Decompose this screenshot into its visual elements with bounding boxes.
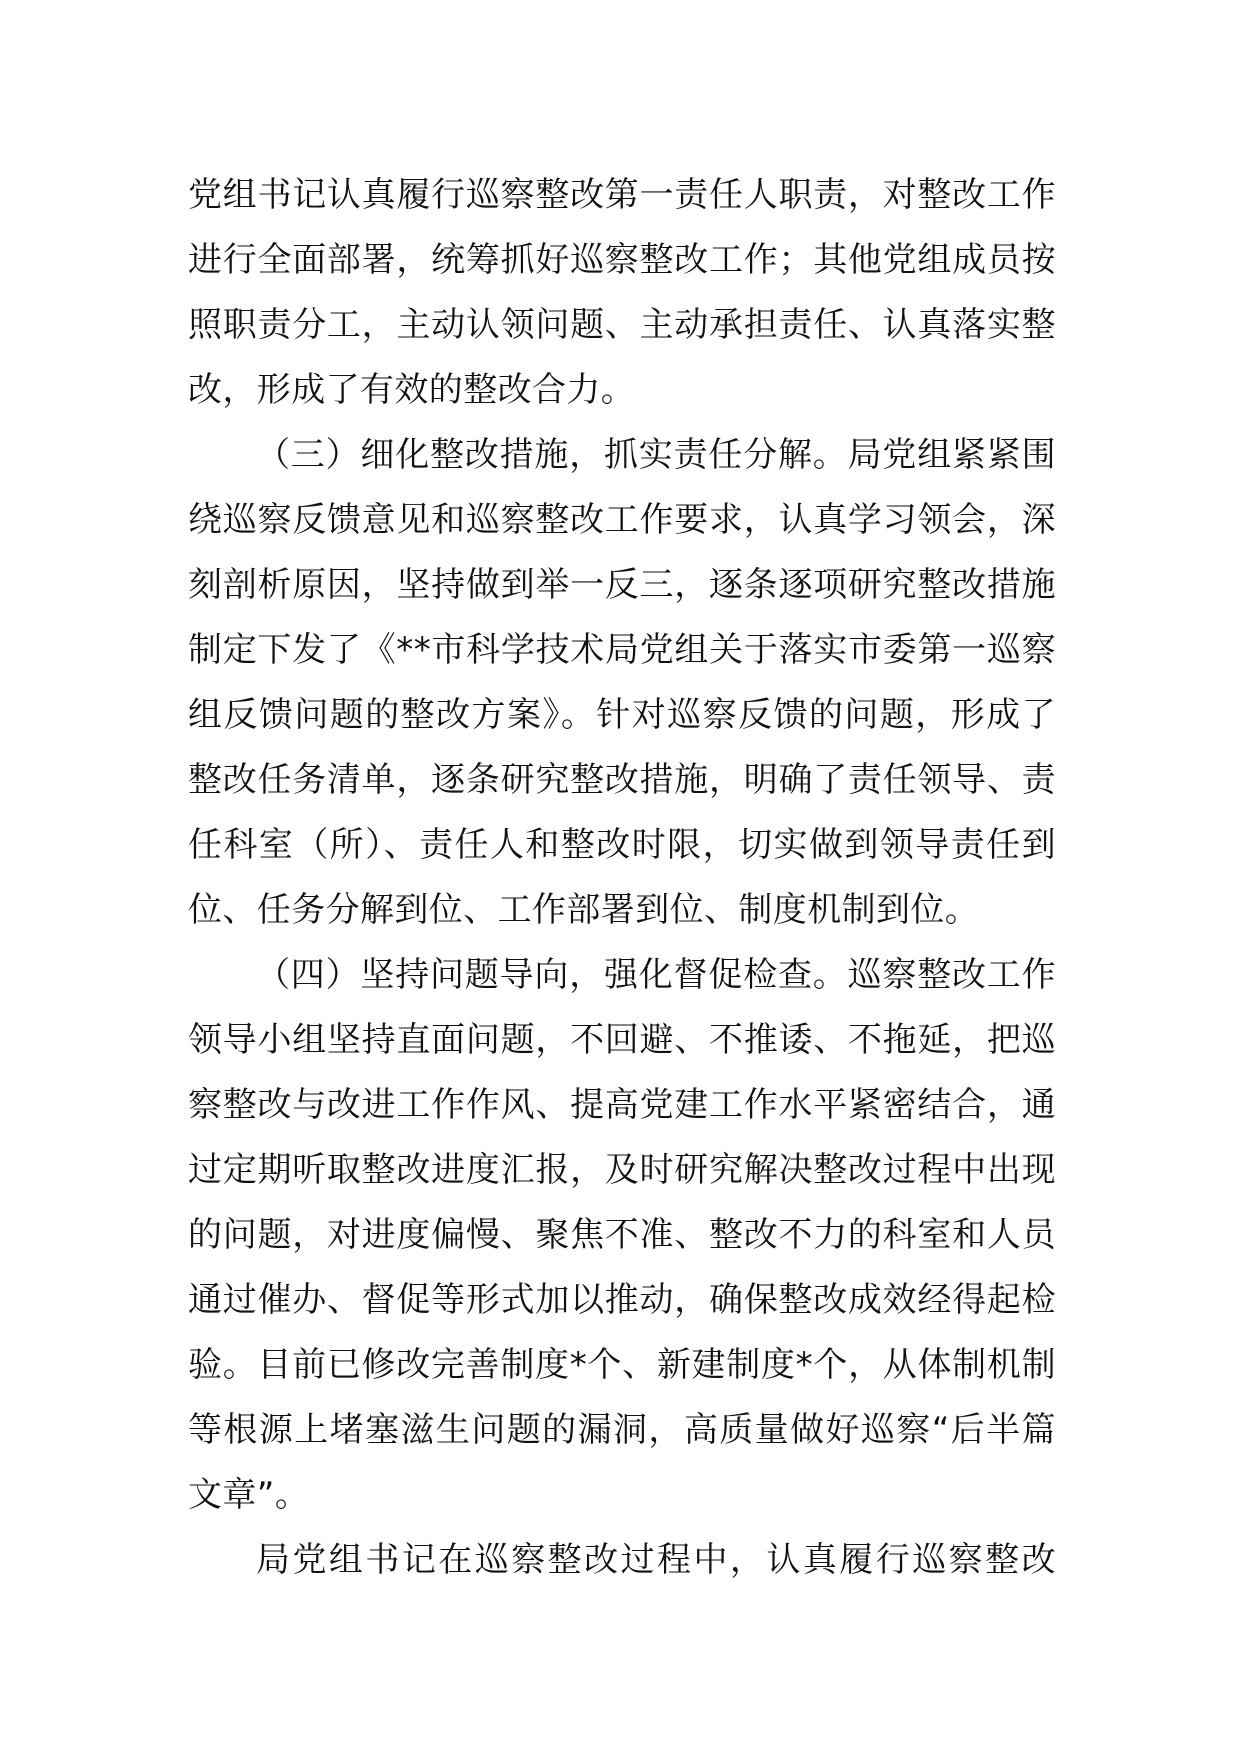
text-line: 绕巡察反馈意见和巡察整改工作要求，认真学习领会，深 bbox=[188, 500, 1056, 540]
text-line: （三）细化整改措施，抓实责任分解。局党组紧紧围 bbox=[256, 435, 1056, 475]
text-line: 整改任务清单，逐条研究整改措施，明确了责任领导、责 bbox=[188, 760, 1056, 800]
text-line: 验。目前已修改完善制度*个、新建制度*个，从体制机制 bbox=[188, 1345, 1056, 1385]
text-line: 改，形成了有效的整改合力。 bbox=[188, 370, 636, 410]
text-line: 等根源上堵塞滋生问题的漏洞，高质量做好巡察“后半篇 bbox=[188, 1410, 1056, 1450]
text-line: 组反馈问题的整改方案》。针对巡察反馈的问题，形成了 bbox=[188, 695, 1056, 735]
text-line: 察整改与改进工作作风、提高党建工作水平紧密结合，通 bbox=[188, 1085, 1056, 1125]
text-line: 通过催办、督促等形式加以推动，确保整改成效经得起检 bbox=[188, 1280, 1056, 1320]
text-line: 刻剖析原因，坚持做到举一反三，逐条逐项研究整改措施 bbox=[188, 565, 1056, 605]
text-line: 位、任务分解到位、工作部署到位、制度机制到位。 bbox=[188, 890, 980, 930]
text-line: 的问题，对进度偏慢、聚焦不准、整改不力的科室和人员 bbox=[188, 1215, 1056, 1255]
text-line: 任科室（所）、责任人和整改时限，切实做到领导责任到 bbox=[188, 825, 1056, 865]
text-line: 党组书记认真履行巡察整改第一责任人职责，对整改工作 bbox=[188, 175, 1056, 215]
text-line: 文章”。 bbox=[188, 1475, 310, 1515]
text-line: 进行全面部署，统筹抓好巡察整改工作；其他党组成员按 bbox=[188, 240, 1056, 280]
document-body bbox=[188, 163, 1056, 1593]
text-line: 局党组书记在巡察整改过程中，认真履行巡察整改 bbox=[256, 1540, 1056, 1580]
text-line: （四）坚持问题导向，强化督促检查。巡察整改工作 bbox=[256, 955, 1056, 995]
text-line: 照职责分工，主动认领问题、主动承担责任、认真落实整 bbox=[188, 305, 1056, 345]
text-line: 制定下发了《**市科学技术局党组关于落实市委第一巡察 bbox=[188, 630, 1056, 670]
text-line: 领导小组坚持直面问题，不回避、不推诿、不拖延，把巡 bbox=[188, 1020, 1056, 1060]
text-line: 过定期听取整改进度汇报，及时研究解决整改过程中出现 bbox=[188, 1150, 1056, 1190]
